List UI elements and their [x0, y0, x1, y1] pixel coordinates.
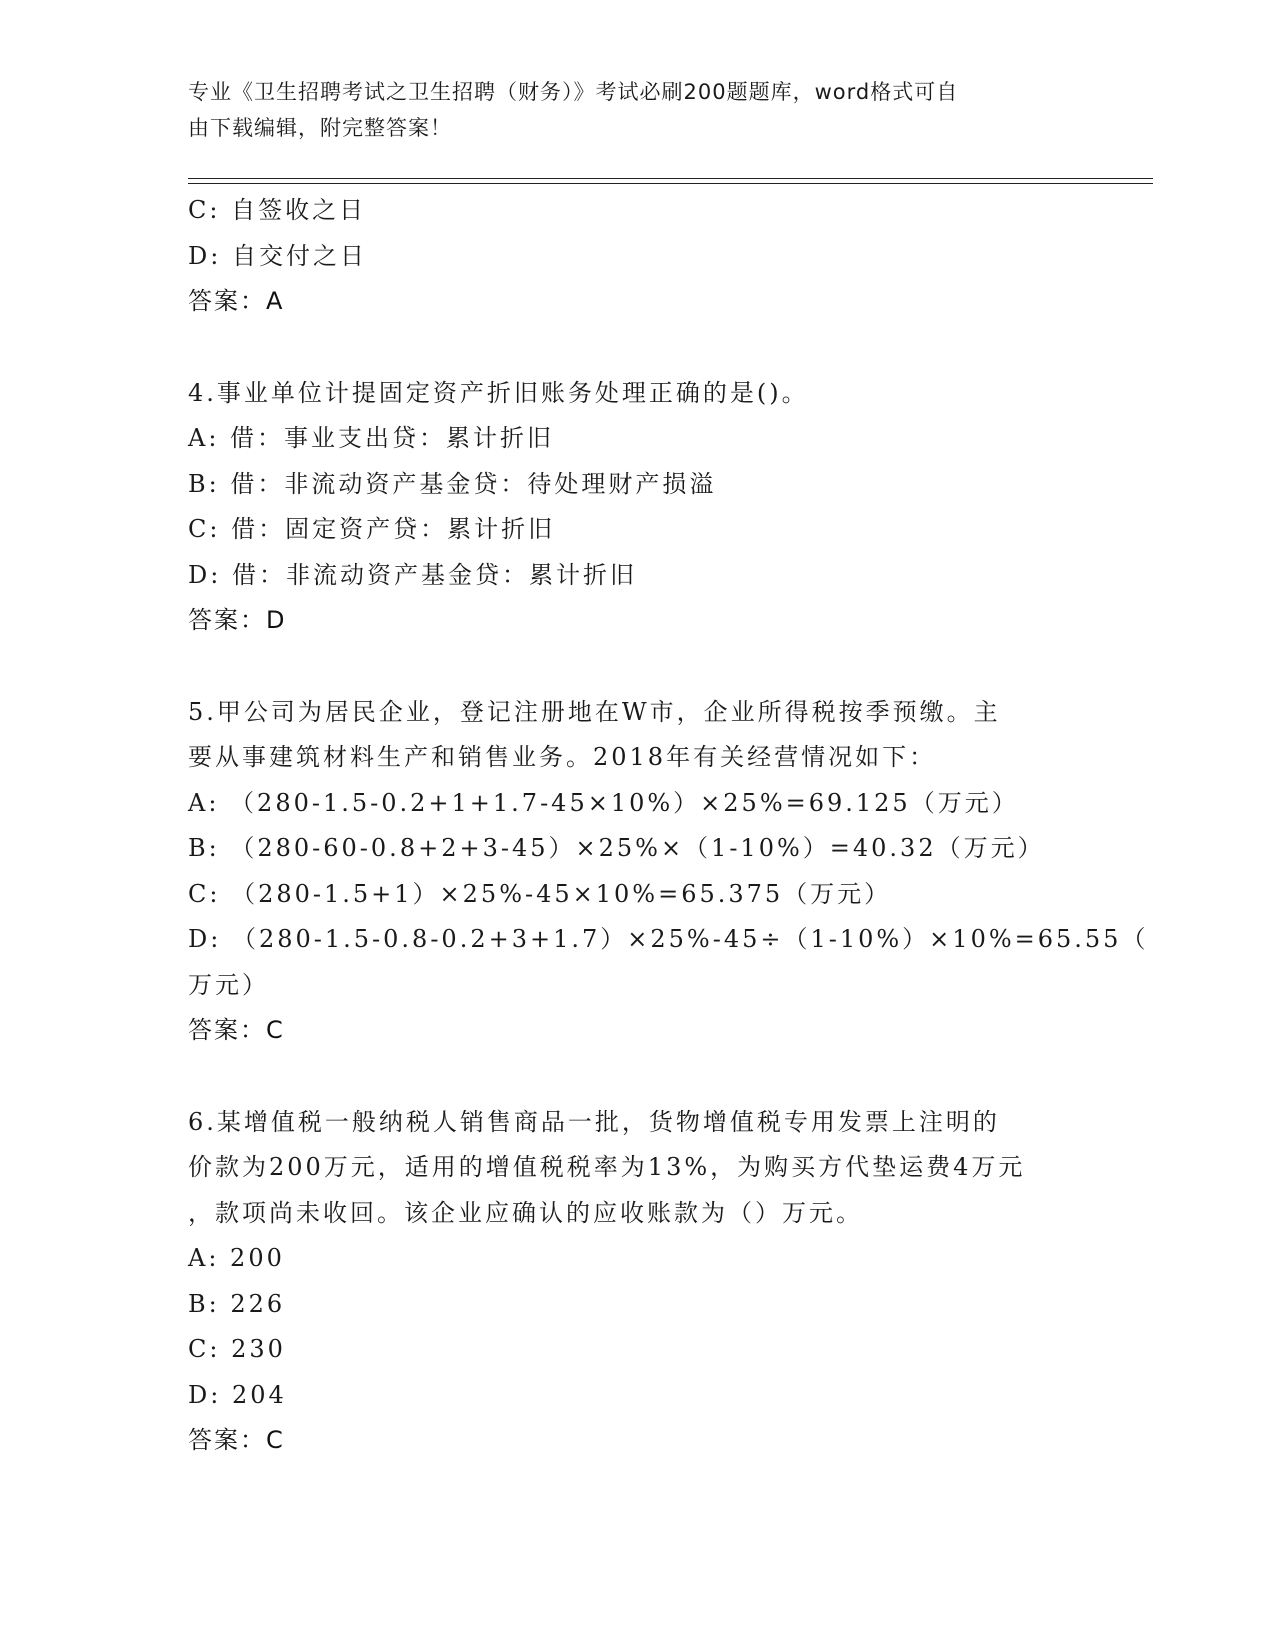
question-stem-line-2: 价款为200万元，适用的增值税税率为13%，为购买方代垫运费4万元	[188, 1153, 1026, 1181]
question-stem-line-1: 5.甲公司为居民企业，登记注册地在W市，企业所得税按季预缴。主	[188, 697, 1001, 726]
question-stem: 4.事业单位计提固定资产折旧账务处理正确的是()。	[188, 378, 809, 407]
option-b: B: （280-60-0.8+2+3-45）×25%×（1-10%）=40.32（万元）	[188, 834, 1045, 862]
answer: 答案：D	[188, 606, 287, 634]
option-d: D: 204	[188, 1380, 287, 1409]
question-stem-line-1: 6.某增值税一般纳税人销售商品一批，货物增值税专用发票上注明的	[188, 1107, 1000, 1136]
answer: 答案：C	[188, 1016, 285, 1044]
spacer	[188, 325, 1088, 371]
question-6	[188, 1100, 1088, 1464]
header-line-2: 由下载编辑，附完整答案！	[188, 116, 452, 140]
spacer	[188, 1054, 1088, 1100]
header-line-1: 专业《卫生招聘考试之卫生招聘（财务）》考试必刷200题题库，word格式可自	[188, 80, 959, 104]
question-content	[188, 188, 1149, 1464]
option-a: A: 借：事业支出贷：累计折旧	[188, 424, 555, 452]
option-d-line-1: D: （280-1.5-0.8-0.2+3+1.7）×25%-45÷（1-10%）×10%=65.55（	[188, 925, 1149, 953]
option-d: D: 自交付之日	[188, 241, 367, 270]
header-divider-top	[188, 178, 1153, 179]
question-3-tail	[188, 188, 1088, 325]
header-divider-bottom	[188, 183, 1153, 184]
option-d-line-2: 万元）	[188, 970, 269, 999]
answer: 答案：A	[188, 287, 285, 315]
option-c: C: 自签收之日	[188, 196, 367, 224]
option-b: B: 借：非流动资产基金贷：待处理财产损溢	[188, 469, 717, 498]
answer: 答案：C	[188, 1426, 285, 1454]
document-header	[188, 74, 1068, 146]
option-a: A: 200	[188, 1244, 285, 1272]
question-stem-line-2: 要从事建筑材料生产和销售业务。2018年有关经营情况如下：	[188, 743, 937, 771]
option-c: C: （280-1.5+1）×25%-45×10%=65.375（万元）	[188, 879, 892, 908]
option-c: C: 230	[188, 1335, 286, 1363]
spacer	[188, 644, 1088, 690]
question-5	[188, 690, 1149, 1054]
question-stem-line-3: ，款项尚未收回。该企业应确认的应收账款为（）万元。	[188, 1198, 863, 1227]
option-d: D: 借：非流动资产基金贷：累计折旧	[188, 560, 637, 589]
option-c: C: 借：固定资产贷：累计折旧	[188, 515, 556, 543]
option-a: A: （280-1.5-0.2+1+1.7-45×10%）×25%=69.125（万元）	[188, 788, 1019, 817]
option-b: B: 226	[188, 1289, 286, 1318]
question-4	[188, 371, 1088, 644]
